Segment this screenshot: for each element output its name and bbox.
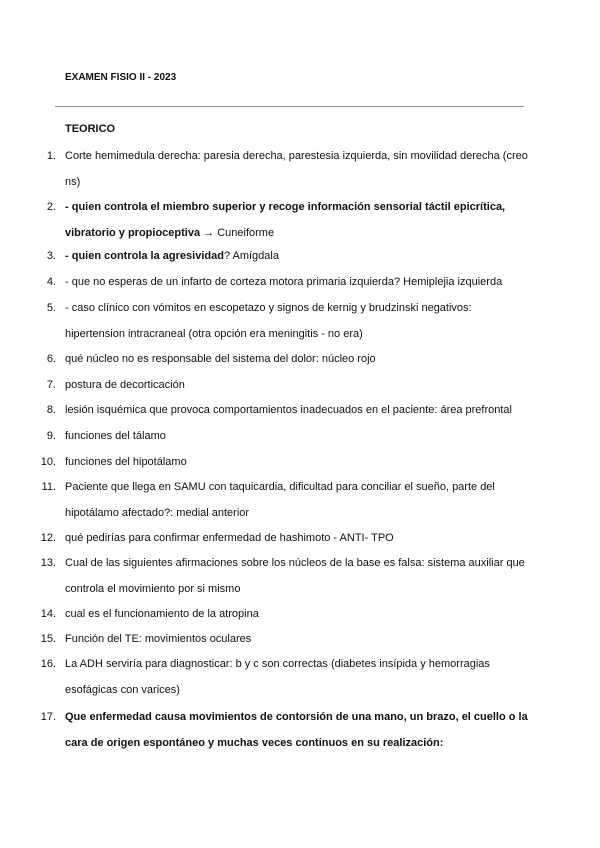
question-bold-text: - quien controla la agresividad [65, 250, 224, 262]
question-plain-text: qué núcleo no es responsable del sistema del dolor: núcleo rojo [65, 353, 376, 365]
question-number: 4. [46, 276, 56, 288]
question-number: 12. [40, 532, 56, 544]
question-number: 15. [40, 633, 56, 645]
question-text [65, 194, 530, 246]
question-plain-text: funciones del hipotálamo [65, 456, 187, 468]
question-plain-text: La ADH serviría para diagnosticar: b y c son correctas (diabetes insípida y hemorragias esofágicas con varices) [65, 658, 490, 696]
section-title: TEORICO [65, 123, 116, 135]
question-plain-text: qué pedirías para confirmar enfermedad de hashimoto - ANTI- TPO [65, 532, 394, 544]
question-number: 17. [40, 711, 56, 723]
question-number: 13. [40, 557, 56, 569]
question-text [65, 397, 530, 423]
question-text [65, 295, 530, 347]
question-plain-text: - que no esperas de un infarto de corteza motora primaria izquierda? Hemiplejia izquierda [65, 276, 503, 288]
question-plain-text: Función del TE: movimientos oculares [65, 633, 252, 645]
question-number: 11. [41, 481, 56, 493]
question-number: 2. [46, 201, 56, 213]
question-plain-text: → Cuneiforme [200, 227, 275, 239]
question-text [65, 449, 530, 475]
question-plain-text: funciones del tálamo [65, 430, 166, 442]
question-number: 10. [40, 456, 56, 468]
question-text [65, 626, 530, 652]
question-bold-text: Que enfermedad causa movimientos de contorsión de una mano, un brazo, el cuello o la cara de origen espontáneo y muchas veces continuos en su realización: [65, 711, 528, 749]
question-plain-text: ? Amígdala [223, 250, 279, 262]
question-number: 14. [40, 608, 56, 620]
question-text [65, 372, 530, 398]
question-plain-text: cual es el funcionamiento de la atropina [65, 608, 259, 620]
document-title: EXAMEN FISIO II - 2023 [65, 72, 177, 83]
question-bold-text: - quien controla el miembro superior y recoge información sensorial táctil epicrítica, vibratorio y propioceptiva [65, 201, 506, 239]
question-plain-text: Corte hemimedula derecha: paresia derecha, parestesia izquierda, sin movilidad derecha (creo ns) [65, 150, 528, 188]
question-number: 1. [46, 150, 56, 162]
question-number: 8. [46, 404, 56, 416]
question-text [65, 423, 530, 449]
question-text [65, 550, 530, 602]
question-plain-text: lesión isquémica que provoca comportamientos inadecuados en el paciente: área prefrontal [65, 404, 512, 416]
question-number: 5. [46, 302, 56, 314]
question-number: 9. [46, 430, 56, 442]
question-number: 3. [46, 250, 56, 262]
question-text [65, 143, 530, 195]
question-text [65, 651, 530, 703]
question-plain-text: - caso clínico con vómitos en escopetazo y signos de kernig y brudzinski negativos: hipertension intracraneal (otra opción era meningitis - no era) [65, 302, 472, 340]
question-text [65, 243, 530, 269]
question-number: 7. [46, 379, 56, 391]
question-plain-text: postura de decorticación [65, 379, 185, 391]
question-text [65, 474, 530, 526]
header-divider [55, 106, 524, 107]
question-text [65, 525, 530, 551]
question-text [65, 346, 530, 372]
question-text [65, 601, 530, 627]
question-text [65, 269, 530, 295]
question-number: 6. [46, 353, 56, 365]
question-plain-text: Cual de las siguientes afirmaciones sobre los núcleos de la base es falsa: sistema auxiliar que controla el movimiento por si mismo [65, 557, 525, 595]
question-text [65, 704, 530, 756]
question-number: 16. [40, 658, 56, 670]
question-plain-text: Paciente que llega en SAMU con taquicardia, dificultad para conciliar el sueño, parte del hipotálamo afectado?: medial anterior [65, 481, 495, 519]
